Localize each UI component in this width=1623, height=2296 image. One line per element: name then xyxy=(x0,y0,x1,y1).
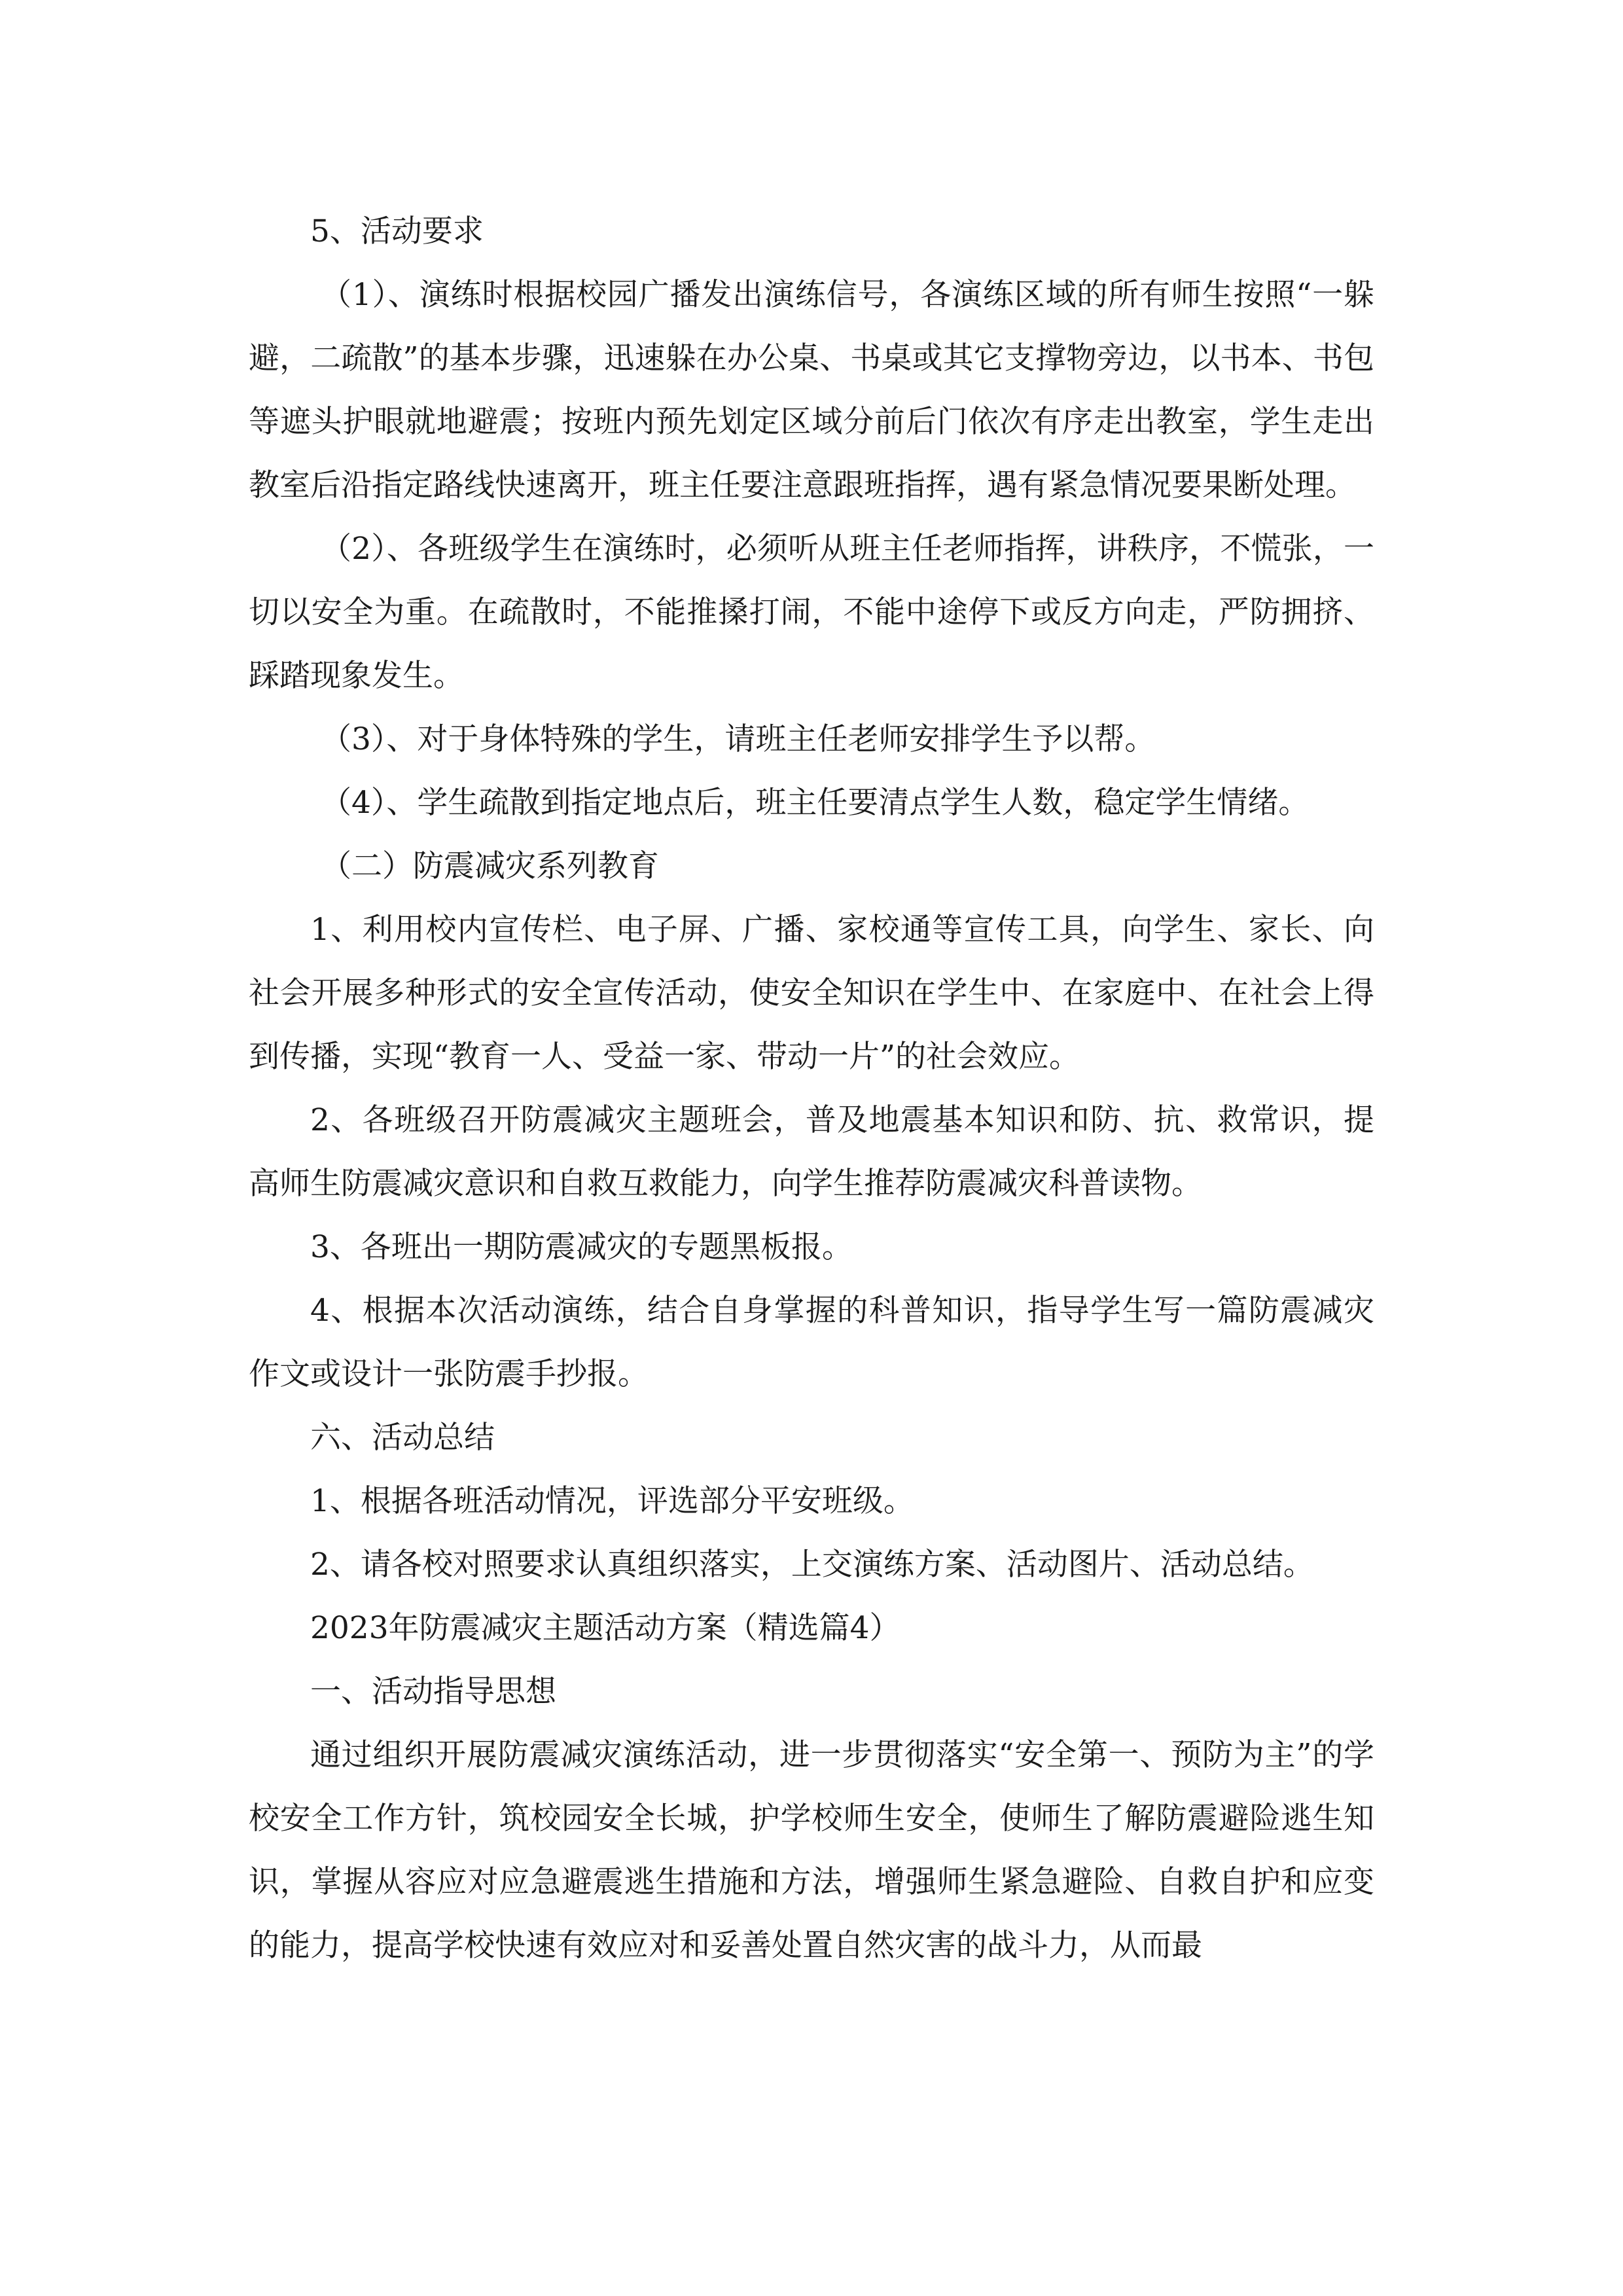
paragraph-education-3: 3、各班出一期防震减灾的专题黑板报。 xyxy=(310,1229,853,1265)
paragraph-guiding-ideology-body: 通过组织开展防震减灾演练活动，进一步贯彻落实“安全第一、预防为主”的学校安全工作方针，筑校园安全长城，护学校师生安全，使师生了解防震避险逃生知识，掌握从容应对应急避震逃生措施和方法，增强师生紧急避险、自救自护和应变的能力，提高学校快速有效应对和妥善处置自然灾害的战斗力，从而最 xyxy=(249,1737,1374,1964)
paragraph-requirement-3: （3）、对于身体特殊的学生，请班主任老师安排学生予以帮。 xyxy=(321,721,1156,757)
paragraph-requirement-4: （4）、学生疏散到指定地点后，班主任要清点学生人数，稳定学生情绪。 xyxy=(321,785,1310,821)
paragraph-activity-requirements-heading: 5、活动要求 xyxy=(310,213,484,249)
paragraph-requirement-2: （2）、各班级学生在演练时，必须听从班主任老师指挥，讲秩序，不慌张，一切以安全为重。在疏散时，不能推搡打闹，不能中途停下或反方向走，严防拥挤、踩踏现象发生。 xyxy=(249,531,1374,694)
paragraph-summary-1: 1、根据各班活动情况，评选部分平安班级。 xyxy=(310,1483,914,1519)
paragraph-guiding-ideology-heading: 一、活动指导思想 xyxy=(310,1674,556,1710)
paragraph-education-4: 4、根据本次活动演练，结合自身掌握的科普知识，指导学生写一篇防震减灾作文或设计一张防震手抄报。 xyxy=(249,1293,1374,1392)
paragraph-education-2: 2、各班级召开防震减灾主题班会，普及地震基本知识和防、抗、救常识，提高师生防震减灾意识和自救互救能力，向学生推荐防震减灾科普读物。 xyxy=(249,1102,1374,1202)
paragraph-plan-title: 2023年防震减灾主题活动方案（精选篇4） xyxy=(310,1610,901,1646)
paragraph-summary-2: 2、请各校对照要求认真组织落实，上交演练方案、活动图片、活动总结。 xyxy=(310,1547,1314,1583)
paragraph-education-1: 1、利用校内宣传栏、电子屏、广播、家校通等宣传工具，向学生、家长、向社会开展多种形式的安全宣传活动，使安全知识在学生中、在家庭中、在社会上得到传播，实现“教育一人、受益一家、带动一片”的社会效应。 xyxy=(249,912,1374,1075)
paragraph-summary-heading: 六、活动总结 xyxy=(310,1420,495,1456)
paragraph-requirement-1: （1）、演练时根据校园广播发出演练信号，各演练区域的所有师生按照“一躲避，二疏散”的基本步骤，迅速躲在办公桌、书桌或其它支撑物旁边，以书本、书包等遮头护眼就地避震；按班内预先划定区域分前后门依次有序走出教室，学生走出教室后沿指定路线快速离开，班主任要注意跟班指挥，遇有紧急情况要果断处理。 xyxy=(249,277,1374,503)
paragraph-education-series-heading: （二）防震减灾系列教育 xyxy=(321,848,659,884)
document-page xyxy=(249,200,1374,1977)
